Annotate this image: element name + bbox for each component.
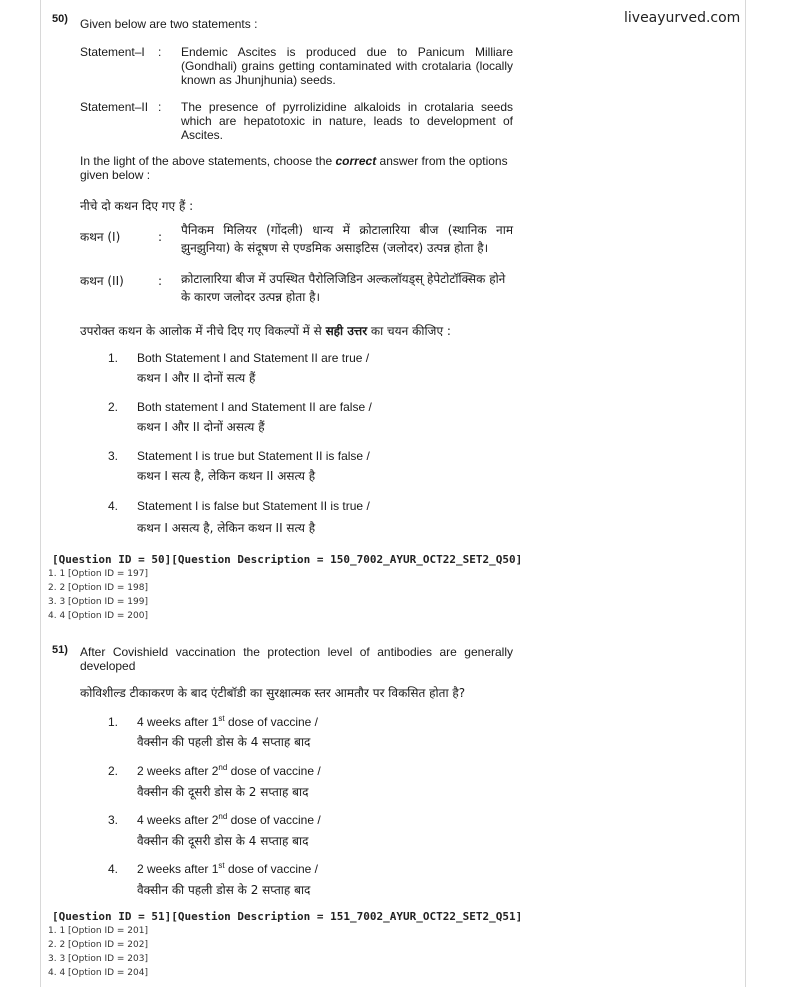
colon: : — [158, 230, 163, 244]
option-number: 3. — [108, 813, 119, 827]
hindi-instruction: उपरोक्त कथन के आलोक में नीचे दिए गए विकल्पों में से सही उत्तर का चयन कीजिए : — [80, 324, 451, 338]
page-border-right — [745, 0, 746, 987]
hindi-statement-1-label: कथन (I) — [80, 230, 121, 244]
statement-1-label: Statement–I — [80, 45, 145, 59]
hindi-statement-1-text: पैनिकम मिलियर (गोंदली) धान्य में क्रोटालारिया बीज (स्थानिक नाम झुनझुनिया) के संदूषण से एण्डमिक असाइटिस (जलोदर) उत्पन्न होता है। — [181, 223, 513, 255]
question-number: 51) — [52, 644, 68, 656]
colon: : — [158, 45, 162, 59]
option-id: 4. 4 [Option ID = 200] — [48, 611, 148, 621]
question-text-hindi: कोविशील्ड टीकाकरण के बाद एंटीबॉडी का सुरक्षात्मक स्तर आमतौर पर विकसित होता है? — [80, 686, 466, 700]
option-text: Both Statement I and Statement II are true / — [137, 351, 370, 365]
option-text-hindi: वैक्सीन की दूसरी डोस के 2 सप्ताह बाद — [137, 785, 309, 799]
option-number: 4. — [108, 862, 119, 876]
option-id: 2. 2 [Option ID = 202] — [48, 940, 148, 950]
option-text-hindi: कथन I सत्य है, लेकिन कथन II असत्य है — [137, 469, 316, 483]
statement-1-text: Endemic Ascites is produced due to Panicum Milliare (Gondhali) grains getting contaminated with crotalaria (locally known as Jhunjhunia) seeds. — [181, 45, 513, 87]
option-text-hindi: वैक्सीन की पहली डोस के 4 सप्ताह बाद — [137, 735, 311, 749]
option-id-list — [48, 924, 148, 980]
option-id: 4. 4 [Option ID = 204] — [48, 968, 148, 978]
option-id: 1. 1 [Option ID = 197] — [48, 569, 148, 579]
question-text: After Covishield vaccination the protection level of antibodies are generally developed — [80, 645, 513, 673]
option-text: 2 weeks after 1st dose of vaccine / — [137, 861, 318, 876]
option-number: 2. — [108, 764, 119, 778]
question-number: 50) — [52, 13, 68, 25]
option-text: Statement I is true but Statement II is false / — [137, 449, 370, 463]
option-number: 1. — [108, 715, 119, 729]
instruction: In the light of the above statements, choose the correct answer from the options given below : — [80, 154, 508, 182]
colon: : — [158, 100, 162, 114]
option-id: 3. 3 [Option ID = 199] — [48, 597, 148, 607]
option-number: 4. — [108, 499, 119, 513]
option-id: 1. 1 [Option ID = 201] — [48, 926, 148, 936]
question-intro: Given below are two statements : — [80, 17, 258, 31]
option-text: 4 weeks after 1st dose of vaccine / — [137, 714, 318, 729]
option-id: 3. 3 [Option ID = 203] — [48, 954, 148, 964]
option-number: 1. — [108, 351, 119, 365]
page-border-left — [40, 0, 41, 987]
option-text-hindi: कथन I और II दोनों सत्य हैं — [137, 371, 256, 385]
option-text: Both statement I and Statement II are false / — [137, 400, 372, 414]
colon: : — [158, 274, 163, 288]
option-number: 3. — [108, 449, 119, 463]
statement-2-label: Statement–II — [80, 100, 149, 114]
statement-2-text: The presence of pyrrolizidine alkaloids in crotalaria seeds which are hepatotoxic in nature, leads to development of Ascites. — [181, 100, 513, 142]
site-watermark: liveayurved.com — [624, 10, 741, 26]
option-id-list — [48, 567, 148, 623]
option-text-hindi: कथन I असत्य है, लेकिन कथन II सत्य है — [137, 521, 316, 535]
option-text: 2 weeks after 2nd dose of vaccine / — [137, 763, 321, 778]
option-text: Statement I is false but Statement II is true / — [137, 499, 370, 513]
option-text-hindi: वैक्सीन की पहली डोस के 2 सप्ताह बाद — [137, 883, 311, 897]
option-id: 2. 2 [Option ID = 198] — [48, 583, 148, 593]
question-meta: [Question ID = 50][Question Description = 150_7002_AYUR_OCT22_SET2_Q50] — [52, 553, 523, 566]
hindi-statement-2-text: क्रोटालारिया बीज में उपस्थित पैरोलिजिडिन अल्कलॉयड्स् हेपेटोटॉक्सिक होने के कारण जलोदर उत्पन्न होता है। — [181, 272, 506, 304]
question-meta: [Question ID = 51][Question Description = 151_7002_AYUR_OCT22_SET2_Q51] — [52, 910, 523, 923]
option-text-hindi: वैक्सीन की दूसरी डोस के 4 सप्ताह बाद — [137, 834, 309, 848]
option-text-hindi: कथन I और II दोनों असत्य हैं — [137, 420, 265, 434]
hindi-intro: नीचे दो कथन दिए गए हैं : — [80, 199, 194, 213]
hindi-statement-2-label: कथन (II) — [80, 274, 124, 288]
option-text: 4 weeks after 2nd dose of vaccine / — [137, 812, 321, 827]
option-number: 2. — [108, 400, 119, 414]
